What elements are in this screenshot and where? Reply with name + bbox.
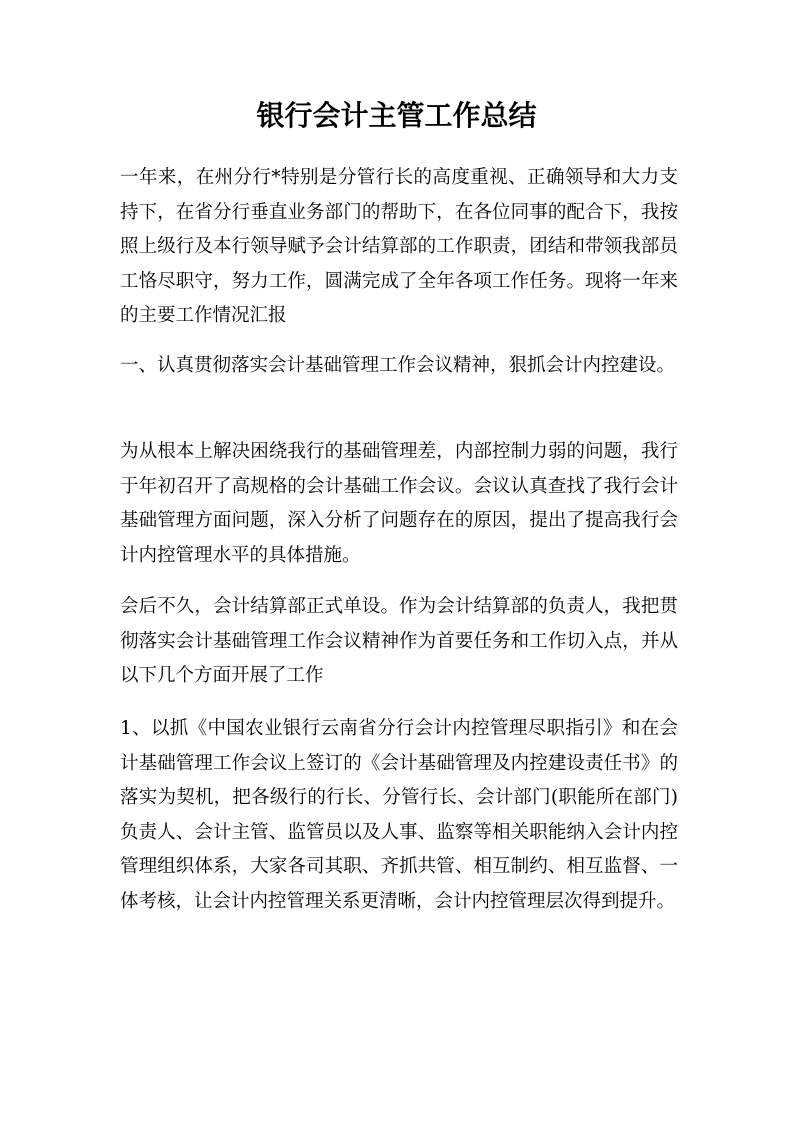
paragraph-department-setup: 会后不久，会计结算部正式单设。作为会计结算部的负责人，我把贯彻落实会计基础管理工作会议精神作为首要任务和工作切入点，并从以下几个方面开展了工作 — [120, 596, 678, 686]
paragraph-section-heading: 一、认真贯彻落实会计基础管理工作会议精神，狠抓会计内控建设。 — [120, 355, 676, 376]
paragraph-background: 为从根本上解决困绕我行的基础管理差，内部控制力弱的问题，我行于年初召开了高规格的会计基础工作会议。会议认真查找了我行会计基础管理方面问题，深入分析了问题存在的原因，提出了提高我行会计内控管理水平的具体措施。 — [120, 441, 678, 566]
paragraph-intro: 一年来，在州分行*特别是分管行长的高度重视、正确领导和大力支持下，在省分行垂直业务部门的帮助下，在各位同事的配合下，我按照上级行及本行领导赋予会计结算部的工作职责，团结和带领我部员工恪尽职守，努力工作，圆满完成了全年各项工作任务。现将一年来的主要工作情况汇报 — [120, 167, 678, 326]
paragraph-item-1: 1、以抓《中国农业银行云南省分行会计内控管理尽职指引》和在会计基础管理工作会议上签订的《会计基础管理及内控建设责任书》的落实为契机，把各级行的行长、分管行长、会计部门(职能所在部门)负责人、会计主管、监管员以及人事、监察等相关职能纳入会计内控管理组织体系，大家各司其职、齐抓共管、相互制约、相互监督、一体考核，让会计内控管理关系更清晰，会计内控管理层次得到提升。 — [120, 718, 678, 912]
page-title: 银行会计主管工作总结 — [256, 99, 537, 132]
